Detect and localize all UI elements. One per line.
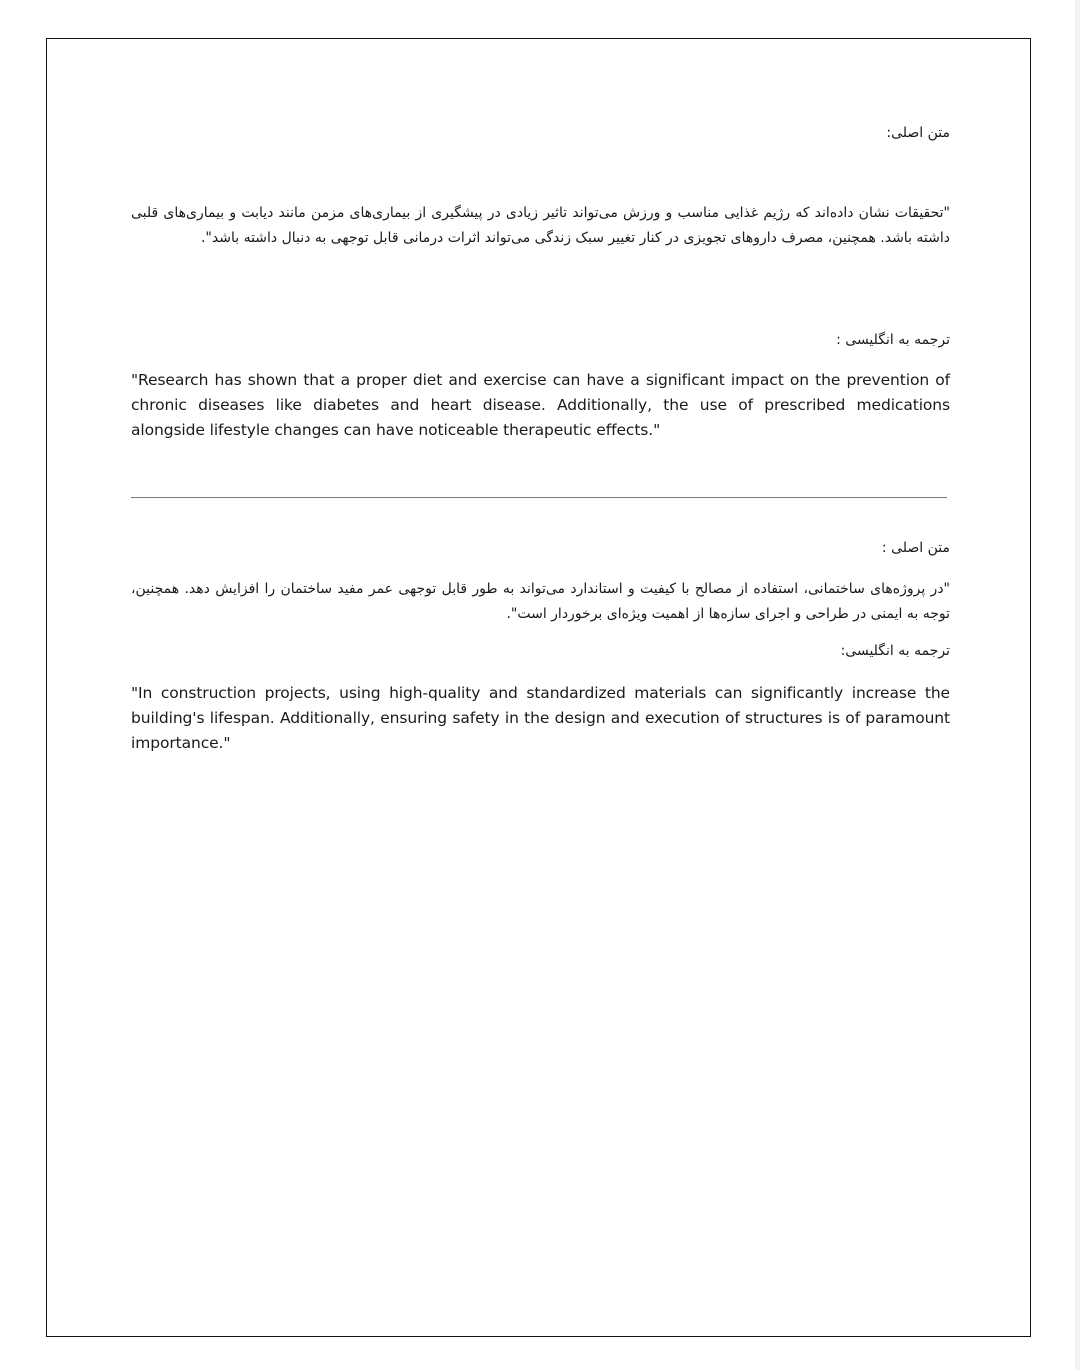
translation-label-2: ترجمه به انگلیسی: [840,643,950,659]
original-text-paragraph-1: "تحقیقات نشان داده‌اند که رژیم غذایی مناسب و ورزش می‌تواند تاثیر زیادی در پیشگیری از بیماری‌های مزمن مانند دیابت و بیماری‌های قلبی داشته باشد. همچنین، مصرف داروهای تجویزی در کنار تغییر سبک زندگی می‌تواند اثرات درمانی قابل توجهی به دنبال داشته باشد". [131,205,950,246]
section-divider [131,497,947,498]
original-text-label-2: متن اصلی : [881,540,950,556]
document-page [46,38,1031,1337]
translation-paragraph-1: "Research has shown that a proper diet and exercise can have a significant impact on the prevention of chronic diseases like diabetes and heart disease. Additionally, the use of prescribed medications alongside lifestyle changes can have noticeable therapeutic effects." [131,371,950,439]
original-text-label-1: متن اصلی: [886,125,950,141]
translation-paragraph-2: "In construction projects, using high-quality and standardized materials can significantly increase the building's lifespan. Additionally, ensuring safety in the design and execution of structures is of paramount importance." [131,684,950,752]
translation-label-1: ترجمه به انگلیسی : [836,332,950,348]
original-text-paragraph-2: "در پروژه‌های ساختمانی، استفاده از مصالح با کیفیت و استاندارد می‌تواند به طور قابل توجهی عمر مفید ساختمان را افزایش دهد. همچنین، توجه به ایمنی در طراحی و اجرای سازه‌ها از اهمیت ویژه‌ای برخوردار است". [131,581,950,622]
viewer-edge [1075,0,1080,1370]
